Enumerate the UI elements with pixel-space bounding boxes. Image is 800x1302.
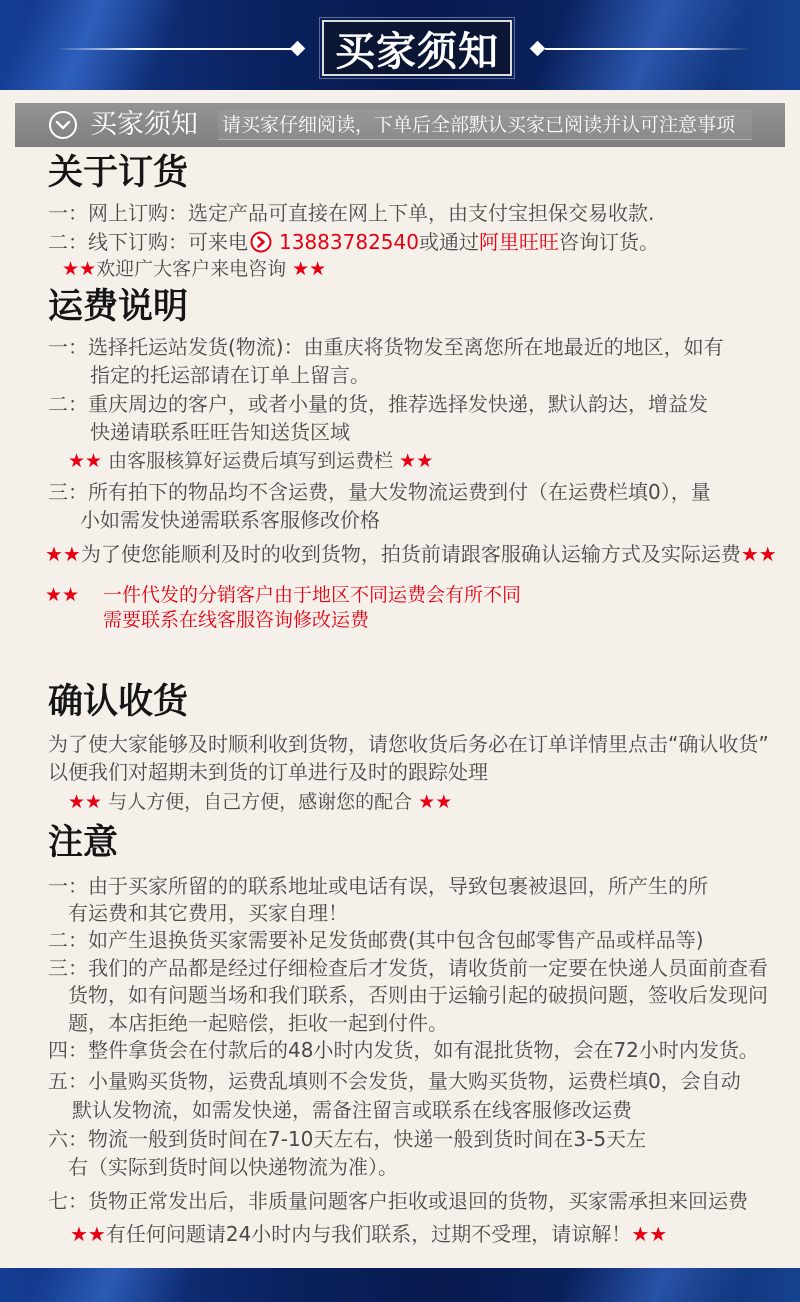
diamond-icon [290,41,306,57]
shipping-item1-line2: 指定的托运部请在订单上留言。 [90,363,370,387]
dropship-line2: 需要联系在线客服咨询修改运费 [103,609,370,631]
top-banner [0,0,800,90]
notes-item4: 四：整件拿货会在付款后的48小时内发货，如有混批货物，会在72小时内发货。 [48,1038,759,1062]
stars-right: ★★ [292,258,327,280]
notes-item3-line2: 货物，如有问题当场和我们联系，否则由于运输引起的破损问题，签收后发现问 [68,983,768,1007]
welcome-tip [62,258,326,280]
notice-bar [15,103,785,147]
offline-middle-text: 或通过 [418,230,479,254]
banner-title: 买家须知 [335,28,499,75]
confirm-tip-text: 为了使您能顺利及时的收到货物，拍货前请跟客服确认运输方式及实际运费 [80,542,741,566]
notes-item7: 七：货物正常发出后，非质量问题客户拒收或退回的货物，买家需承担来回运费 [48,1189,748,1213]
stars-right: ★★ [740,542,777,566]
offline-suffix: 咨询订货。 [558,230,659,254]
dropship-line1: 一件代发的分销客户由于地区不同运费会有所不同 [103,584,522,606]
calc-tip-text: 由客服核算好运费后填写到运费栏 [102,450,400,472]
notes-item6-line1: 六：物流一般到货时间在7-10天左右，快递一般到货时间在3-5天左 [48,1127,647,1151]
chevron-down-circle-icon [48,110,78,140]
ordering-online-line: 一：网上订购：选定产品可直接在网上下单，由支付宝担保交易收款. [48,201,655,225]
stars-left: ★★ [68,791,103,813]
contact-text: 有任何问题请24小时内与我们联系，过期不受理，请谅解！ [105,1222,632,1246]
diamond-icon [530,41,546,57]
shipping-item2-line1: 二：重庆周边的客户，或者小量的货，推荐选择发快递，默认韵达，增益发 [48,392,708,416]
notice-subtitle-box [218,110,752,140]
stars-left: ★★ [68,450,103,472]
banner-rule-right [545,48,750,50]
stars-left: ★★ [45,542,81,566]
offline-prefix: 二：线下订购：可来电 [48,230,248,254]
notes-item2: 二：如产生退换货买家需要补足发货邮费(其中包含包邮零售产品或样品等) [48,928,704,952]
welcome-text: 欢迎广大客户来电咨询 [96,258,293,280]
stars-right: ★★ [418,791,453,813]
shipping-item3-line1: 三：所有拍下的物品均不含运费，量大发物流运费到付（在运费栏填0），量 [48,480,711,504]
bottom-banner [0,1268,800,1302]
ordering-heading: 关于订货 [48,153,189,193]
shipping-calc-tip [68,450,433,472]
aliwangwang-text: 阿里旺旺 [478,230,559,254]
notice-subtitle: 请买家仔细阅读，下单后全部默认买家已阅读并认可注意事项 [222,114,736,136]
stars-left: ★★ [62,258,97,280]
ordering-offline-line [48,231,659,253]
notice-title: 买家须知 [90,109,198,140]
notes-item1-line1: 一：由于买家所留的的联系地址或电话有误，导致包裹被退回，所产生的所 [48,874,708,898]
shipping-item2-line2: 快递请联系旺旺告知送货区域 [90,420,350,444]
receipt-line1: 为了使大家能够及时顺利收到货物，请您收货后务必在订单详情里点击“确认收货” [48,732,769,756]
receipt-thanks-tip [68,791,452,813]
banner-rule-left [55,48,293,50]
stars-right: ★★ [399,450,434,472]
stars-right: ★★ [631,1222,668,1246]
notes-item1-line2: 有运费和其它费用，买家自理！ [68,901,348,925]
thanks-text: 与人方便，自己方便，感谢您的配合 [102,791,419,813]
dropship-stars: ★★ [45,584,80,606]
notes-item6-line2: 右（实际到货时间以快递物流为准）。 [68,1155,398,1179]
notes-item5-line1: 五：小量购买货物，运费乱填则不会发货，量大购买货物，运费栏填0，会自动 [48,1069,741,1093]
notes-contact-tip [70,1223,667,1245]
receipt-heading: 确认收货 [48,682,189,722]
banner-title-box [322,20,512,76]
shipping-item3-line2: 小如需发快递需联系客服修改价格 [80,508,380,532]
notes-item3-line1: 三：我们的产品都是经过仔细检查后才发货，请收货前一定要在快递人员面前查看 [48,956,768,980]
shipping-heading: 运费说明 [48,287,189,327]
shipping-item1-line1: 一：选择托运站发货(物流)：由重庆将货物发至离您所在地最近的地区，如有 [48,335,724,359]
notes-item5-line2: 默认发物流，如需发快递，需备注留言或联系在线客服修改运费 [72,1098,632,1122]
receipt-line2: 以便我们对超期未到货的订单进行及时的跟踪处理 [48,760,488,784]
stars-left: ★★ [70,1222,106,1246]
shipping-confirm-tip [45,543,777,565]
phone-number: 13883782540 [279,230,419,254]
arrow-circle-icon [250,231,272,253]
notes-item3-line3: 题，本店拒绝一起赔偿，拒收一起到付件。 [68,1011,448,1035]
notes-heading: 注意 [48,823,119,863]
